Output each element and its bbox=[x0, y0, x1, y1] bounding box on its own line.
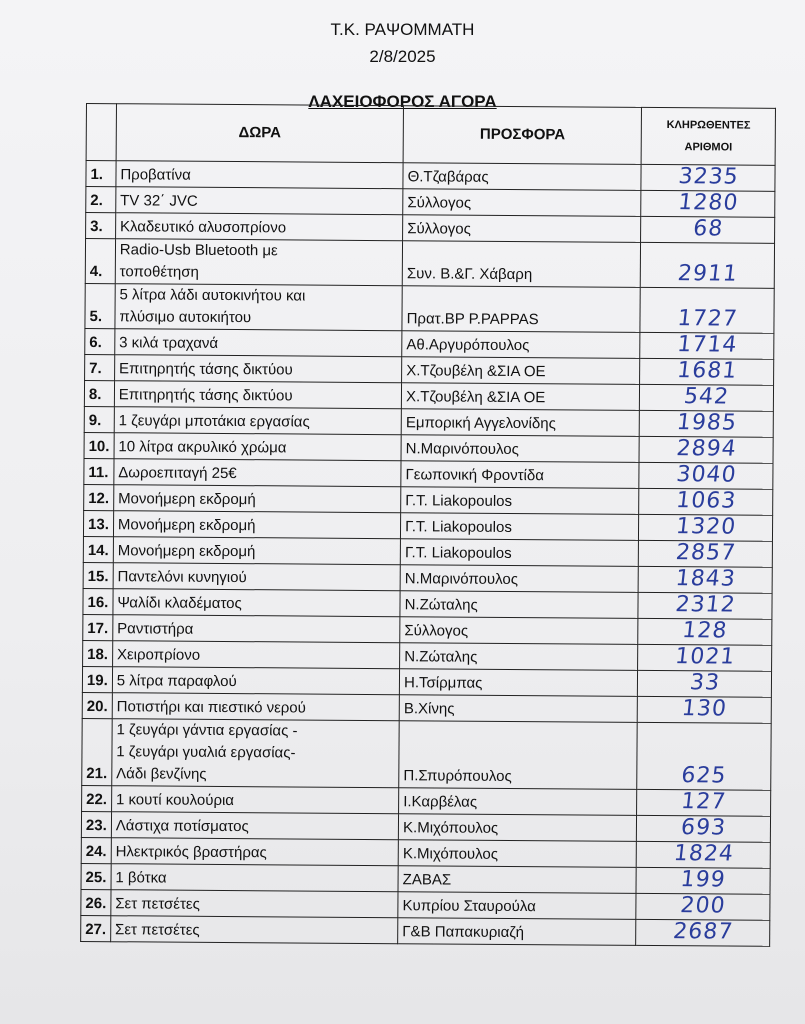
donor-cell: Αθ.Αργυρόπουλος bbox=[402, 331, 640, 359]
donor-cell: Β.Χίνης bbox=[399, 695, 637, 723]
gift-cell bbox=[116, 187, 403, 215]
winner-cell bbox=[636, 867, 770, 894]
row-number: 16. bbox=[83, 588, 113, 614]
gift-text: Επιτηρητής τάσης δικτύου bbox=[118, 360, 293, 379]
gift-text: Χειροπρίονο bbox=[116, 646, 201, 664]
gift-cell bbox=[111, 786, 398, 814]
gift-cell bbox=[115, 239, 403, 286]
winner-cell bbox=[636, 893, 770, 920]
gift-text: Σετ πετσέτες bbox=[115, 921, 200, 939]
gift-text: 3 κιλά τραχανά bbox=[119, 334, 219, 352]
gift-cell bbox=[113, 615, 400, 643]
header-gift-label: ΔΩΡΑ bbox=[238, 124, 282, 142]
donor-cell: Ν.Ζώταλης bbox=[400, 643, 638, 671]
row-number: 24. bbox=[81, 837, 111, 863]
gift-text: Κλαδευτικό αλυσοπρίονο bbox=[119, 218, 287, 237]
gift-cell bbox=[114, 381, 401, 409]
winner-cell bbox=[637, 841, 771, 868]
table-row bbox=[86, 213, 775, 244]
row-number: 20. bbox=[82, 692, 112, 718]
row-number: 17. bbox=[83, 614, 113, 640]
row-number: 1. bbox=[86, 161, 116, 187]
donor-cell: Γ&Β Παπακυριαζή bbox=[398, 918, 636, 946]
table-body bbox=[81, 161, 775, 947]
gift-text: Radio-Usb Bluetooth με bbox=[119, 241, 278, 260]
row-number: 11. bbox=[84, 458, 114, 484]
winner-cell bbox=[640, 332, 774, 359]
winning-number: 1280 bbox=[676, 190, 740, 216]
winning-number: 693 bbox=[679, 815, 728, 841]
table-row bbox=[81, 837, 770, 868]
gift-text: 1 ζευγάρι γάντια εργασίας - bbox=[116, 721, 298, 740]
winner-cell bbox=[640, 287, 774, 333]
donor-cell: Κ.Μιχόπουλος bbox=[398, 840, 636, 868]
donor-cell: Σύλλογος bbox=[403, 215, 641, 243]
donor-cell: Χ.Τζουβέλη &ΣΙΑ ΟΕ bbox=[401, 383, 639, 411]
table-row bbox=[81, 889, 770, 920]
row-number: 4. bbox=[85, 239, 115, 284]
donor-cell: Κυπρίου Σταυρούλα bbox=[398, 892, 636, 920]
table-row bbox=[83, 614, 772, 645]
gift-cell bbox=[114, 407, 401, 435]
winner-cell bbox=[639, 462, 773, 489]
table-header bbox=[86, 104, 775, 166]
table-row bbox=[82, 692, 771, 723]
gift-cell bbox=[111, 916, 398, 944]
winner-cell bbox=[641, 190, 775, 217]
document-subtitle: ΛΑΧΕΙΟΦΟΡΟΣ ΑΓΟΡΑ bbox=[308, 92, 497, 111]
gift-cell bbox=[116, 161, 403, 189]
winning-number: 199 bbox=[679, 867, 728, 893]
winner-cell bbox=[638, 618, 772, 645]
gift-text: Λάδι βενζίνης bbox=[116, 765, 207, 783]
gift-text: πλύσιμο αυτοκιήτου bbox=[119, 308, 252, 327]
donor-cell: Γ.Τ. Liakopoulos bbox=[401, 487, 639, 515]
table-row bbox=[85, 328, 774, 359]
table-row bbox=[83, 562, 772, 593]
gift-text: 5 λίτρα παραφλού bbox=[116, 672, 237, 691]
gift-cell bbox=[112, 719, 400, 788]
gift-text: Σετ πετσέτες bbox=[115, 895, 200, 913]
table-row bbox=[83, 588, 772, 619]
table-row bbox=[84, 484, 773, 515]
gift-text: Μονοήμερη εκδρομή bbox=[118, 490, 256, 509]
winner-cell bbox=[641, 164, 775, 191]
gift-cell bbox=[114, 433, 401, 461]
gift-text: 1 ζευγάρι μποτάκια εργασίας bbox=[118, 412, 310, 431]
table-row bbox=[86, 187, 775, 218]
table-row bbox=[82, 785, 771, 816]
header-num-cell bbox=[86, 104, 116, 161]
winning-number: 128 bbox=[681, 618, 729, 644]
document-title: Τ.Κ. ΡΑΨΟΜΜΑΤΗ bbox=[330, 20, 475, 39]
winning-number: 2857 bbox=[674, 540, 738, 566]
gift-text: 1 βότκα bbox=[115, 869, 167, 887]
donor-cell: Εμπορική Αγγελονίδης bbox=[401, 409, 639, 437]
gift-cell bbox=[111, 838, 398, 866]
row-number: 15. bbox=[83, 562, 113, 588]
gift-text: Δωροεπιταγή 25€ bbox=[118, 464, 237, 483]
row-number: 9. bbox=[84, 406, 114, 432]
winner-cell bbox=[640, 410, 774, 437]
donor-cell: Γεωπονική Φροντίδα bbox=[401, 461, 639, 489]
gift-cell bbox=[115, 284, 403, 331]
header-winners-line2: ΑΡΙΘΜΟΙ bbox=[684, 141, 733, 154]
donor-cell: Ι.Καρβέλας bbox=[399, 788, 637, 816]
donor-cell: ΖΑΒΑΣ bbox=[398, 866, 636, 894]
winning-number: 3235 bbox=[676, 164, 740, 190]
donor-cell: Σύλλογος bbox=[403, 189, 641, 217]
winner-cell bbox=[641, 216, 775, 243]
gift-cell bbox=[111, 812, 398, 840]
table-row bbox=[82, 718, 771, 790]
gift-cell bbox=[112, 693, 399, 721]
donor-cell: Η.Τσίρμπας bbox=[399, 669, 637, 697]
gift-text: τοποθέτηση bbox=[119, 263, 199, 281]
gift-cell bbox=[114, 355, 401, 383]
gift-text: Παντελόνι κυνηγιού bbox=[117, 568, 247, 587]
row-number: 27. bbox=[81, 915, 111, 941]
winning-number: 130 bbox=[680, 696, 729, 722]
gift-cell bbox=[115, 329, 402, 357]
winning-number: 33 bbox=[688, 670, 722, 696]
gift-text: Επιτηρητής τάσης δικτύου bbox=[118, 386, 293, 405]
winning-number: 1320 bbox=[674, 514, 738, 540]
table-row bbox=[83, 510, 772, 541]
row-number: 19. bbox=[82, 666, 112, 692]
winning-number: 2894 bbox=[674, 436, 738, 462]
gift-cell bbox=[115, 213, 402, 241]
winner-cell bbox=[637, 815, 771, 842]
winning-number: 542 bbox=[682, 384, 731, 410]
winner-cell bbox=[638, 670, 772, 697]
header-winners-line1: ΚΛΗΡΩΘΕΝΤΕΣ bbox=[666, 119, 751, 132]
donor-cell: Ν.Μαρινόπουλος bbox=[400, 565, 638, 593]
gift-text: 10 λίτρα ακρυλικό χρώμα bbox=[118, 438, 287, 457]
donor-cell: Ν.Μαρινόπουλος bbox=[401, 435, 639, 463]
winning-number: 1727 bbox=[675, 306, 739, 332]
table-row bbox=[84, 458, 773, 489]
winning-number: 1021 bbox=[673, 644, 737, 670]
winning-number: 2687 bbox=[671, 919, 735, 945]
gift-text: Ποτιστήρι και πιεστικό νερού bbox=[116, 698, 306, 717]
donor-cell: Πρατ.ΒΡ Ρ.PAPPAS bbox=[402, 286, 641, 333]
row-number: 13. bbox=[83, 510, 113, 536]
header-donor bbox=[403, 106, 642, 165]
header-gift bbox=[116, 104, 404, 163]
donor-cell: Κ.Μιχόπουλος bbox=[398, 814, 636, 842]
gift-text: Ψαλίδι κλαδέματος bbox=[117, 594, 242, 613]
table-row bbox=[81, 811, 770, 842]
winning-number: 200 bbox=[679, 893, 728, 919]
gift-text: Μονοήμερη εκδρομή bbox=[117, 542, 256, 561]
donor-cell: Θ.Τζαβάρας bbox=[403, 163, 641, 191]
winning-number: 2911 bbox=[676, 261, 739, 287]
gift-text: 1 κουτί κουλούρια bbox=[115, 791, 235, 810]
row-number: 6. bbox=[85, 328, 115, 354]
gift-cell bbox=[113, 563, 400, 591]
gift-text: 1 ζευγάρι γυαλιά εργασίας- bbox=[116, 743, 296, 762]
lottery-table bbox=[80, 103, 776, 947]
winning-number: 1843 bbox=[674, 566, 737, 592]
gift-cell bbox=[114, 459, 401, 487]
donor-cell: Σύλλογος bbox=[400, 617, 638, 645]
gift-cell bbox=[111, 864, 398, 892]
winner-cell bbox=[637, 722, 771, 790]
table-row bbox=[81, 915, 770, 946]
gift-cell bbox=[113, 589, 400, 617]
winning-number: 1824 bbox=[672, 841, 735, 867]
gift-text: Προβατίνα bbox=[120, 166, 191, 184]
gift-text: Ραντιστήρα bbox=[117, 620, 194, 638]
row-number: 23. bbox=[81, 811, 111, 837]
row-number: 5. bbox=[85, 283, 115, 328]
winner-cell bbox=[638, 592, 772, 619]
winner-cell bbox=[639, 488, 773, 515]
gift-cell bbox=[113, 537, 400, 565]
table-row bbox=[82, 666, 771, 697]
winner-cell bbox=[640, 384, 774, 411]
winner-cell bbox=[639, 514, 773, 541]
table-row bbox=[84, 432, 773, 463]
table-row bbox=[85, 283, 774, 333]
gift-cell bbox=[112, 641, 399, 669]
gift-cell bbox=[113, 511, 400, 539]
winning-number: 68 bbox=[691, 216, 725, 242]
donor-cell: Χ.Τζουβέλη &ΣΙΑ ΟΕ bbox=[402, 357, 640, 385]
row-number: 22. bbox=[82, 785, 112, 811]
winning-number: 1063 bbox=[674, 488, 738, 514]
donor-cell: Γ.Τ. Liakopoulos bbox=[401, 513, 639, 541]
table-row bbox=[84, 380, 773, 411]
row-number: 25. bbox=[81, 863, 111, 889]
donor-cell: Ν.Ζώταλης bbox=[400, 591, 638, 619]
header-winners bbox=[641, 107, 775, 165]
winner-cell bbox=[641, 242, 775, 288]
row-number: 8. bbox=[84, 380, 114, 406]
row-number: 26. bbox=[81, 889, 111, 915]
table-row bbox=[85, 239, 774, 289]
gift-cell bbox=[114, 485, 401, 513]
table-row bbox=[83, 536, 772, 567]
winner-cell bbox=[637, 789, 771, 816]
table-row bbox=[83, 640, 772, 671]
row-number: 18. bbox=[83, 640, 113, 666]
row-number: 14. bbox=[83, 536, 113, 562]
gift-cell bbox=[112, 667, 399, 695]
winning-number: 2312 bbox=[673, 592, 737, 618]
gift-text: 5 λίτρα λάδι αυτοκινήτου και bbox=[119, 286, 306, 305]
gift-text: Λάστιχα ποτίσματος bbox=[115, 817, 249, 836]
winner-cell bbox=[640, 358, 774, 385]
gift-cell bbox=[111, 890, 398, 918]
row-number: 2. bbox=[86, 187, 116, 213]
winning-number: 1681 bbox=[675, 358, 739, 384]
winning-number: 1985 bbox=[675, 410, 738, 436]
gift-text: Μονοήμερη εκδρομή bbox=[117, 516, 256, 535]
row-number: 7. bbox=[85, 354, 115, 380]
winning-number: 625 bbox=[680, 763, 728, 789]
winning-number: 3040 bbox=[674, 462, 738, 488]
document-date: 2/8/2025 bbox=[369, 47, 436, 66]
winner-cell bbox=[639, 436, 773, 463]
winning-number: 1714 bbox=[675, 332, 739, 358]
row-number: 3. bbox=[86, 213, 116, 239]
winner-cell bbox=[638, 644, 772, 671]
row-number: 10. bbox=[84, 432, 114, 458]
header-donor-label: ΠΡΟΣΦΟΡΑ bbox=[479, 125, 566, 144]
winner-cell bbox=[636, 919, 770, 946]
table-row bbox=[84, 406, 773, 437]
winner-cell bbox=[638, 566, 772, 593]
gift-text: Ηλεκτρικός βραστήρας bbox=[115, 843, 267, 862]
donor-cell: Συν. Β.&Γ. Χάβαρη bbox=[402, 241, 641, 288]
gift-text: TV 32΄ JVC bbox=[120, 192, 198, 210]
donor-cell: Γ.Τ. Liakopoulos bbox=[400, 539, 638, 567]
winner-cell bbox=[638, 696, 772, 723]
table-row bbox=[86, 161, 775, 192]
row-number: 12. bbox=[84, 484, 114, 510]
table-row bbox=[85, 354, 774, 385]
winner-cell bbox=[639, 540, 773, 567]
row-number: 21. bbox=[82, 718, 112, 785]
donor-cell: Π.Σπυρόπουλος bbox=[399, 721, 638, 790]
winning-number: 127 bbox=[679, 789, 728, 815]
